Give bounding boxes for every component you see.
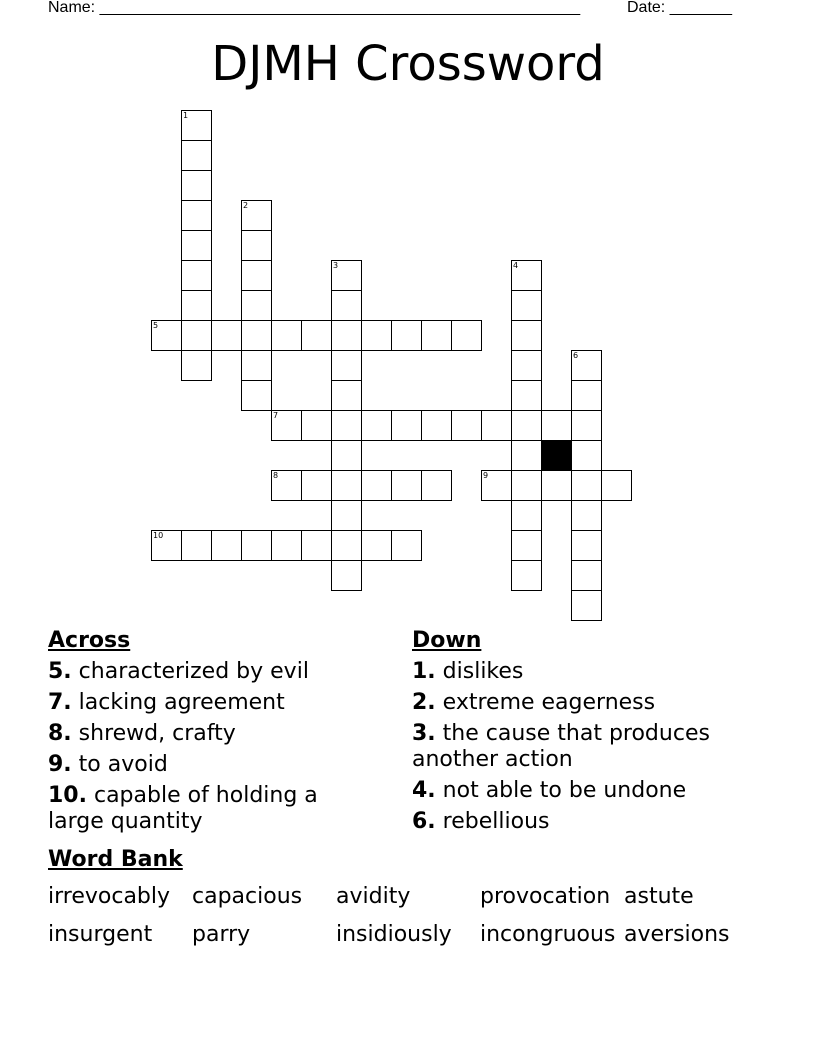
grid-cell[interactable] (451, 410, 482, 441)
grid-cell[interactable] (331, 350, 362, 381)
grid-cell[interactable] (571, 380, 602, 411)
word-bank-item: incongruous (480, 922, 616, 947)
grid-cell[interactable] (511, 440, 542, 471)
clue-number: 8. (48, 721, 72, 746)
grid-cell[interactable] (541, 470, 572, 501)
word-bank-item: irrevocably (48, 884, 171, 909)
grid-cell[interactable] (571, 560, 602, 591)
grid-cell[interactable] (241, 200, 272, 231)
grid-cell[interactable] (511, 350, 542, 381)
grid-cell[interactable] (361, 470, 392, 501)
across-clue (48, 752, 368, 778)
clue-number-label: 3 (333, 261, 339, 270)
grid-cell[interactable] (151, 530, 182, 561)
grid-cell[interactable] (181, 350, 212, 381)
grid-cell[interactable] (571, 410, 602, 441)
grid-cell[interactable] (241, 380, 272, 411)
clue-number-label: 7 (273, 411, 279, 420)
grid-cell[interactable] (151, 320, 182, 351)
word-bank (48, 880, 768, 956)
grid-cell[interactable] (181, 320, 212, 351)
grid-cell[interactable] (181, 290, 212, 321)
clue-number-label: 6 (573, 351, 579, 360)
date-field[interactable]: Date: _______ (627, 0, 732, 16)
word-bank-item: astute (624, 884, 694, 909)
clue-number: 3. (412, 721, 436, 746)
word-bank-heading: Word Bank (48, 847, 183, 872)
grid-cell[interactable] (241, 530, 272, 561)
grid-cell[interactable] (241, 260, 272, 291)
grid-cell[interactable] (391, 470, 422, 501)
grid-cell[interactable] (571, 470, 602, 501)
clue-number: 5. (48, 659, 72, 684)
grid-cell[interactable] (361, 320, 392, 351)
across-clue (48, 659, 368, 685)
grid-cell[interactable] (331, 380, 362, 411)
grid-cell[interactable] (571, 440, 602, 471)
grid-cell[interactable] (391, 530, 422, 561)
grid-cell[interactable] (271, 320, 302, 351)
grid-cell[interactable] (181, 530, 212, 561)
clue-number: 9. (48, 752, 72, 777)
word-bank-item: insidiously (336, 922, 452, 947)
grid-cell[interactable] (181, 260, 212, 291)
grid-cell[interactable] (301, 410, 332, 441)
grid-cell[interactable] (331, 500, 362, 531)
word-bank-item: provocation (480, 884, 611, 909)
down-clues (412, 628, 752, 840)
grid-cell[interactable] (481, 410, 512, 441)
name-date-line (48, 0, 748, 20)
grid-cell[interactable] (271, 530, 302, 561)
grid-cell[interactable] (211, 530, 242, 561)
clue-text: lacking agreement (78, 690, 285, 715)
grid-cell[interactable] (211, 320, 242, 351)
grid-cell[interactable] (511, 290, 542, 321)
grid-cell[interactable] (271, 410, 302, 441)
grid-cell[interactable] (511, 260, 542, 291)
clue-text: capable of holding a large quantity (48, 783, 318, 834)
down-clue (412, 721, 752, 773)
name-field[interactable]: Name: ______________________________________________________ (48, 0, 581, 16)
grid-cell[interactable] (391, 410, 422, 441)
grid-cell[interactable] (301, 530, 332, 561)
grid-cell[interactable] (301, 470, 332, 501)
grid-cell[interactable] (361, 530, 392, 561)
grid-cell[interactable] (571, 590, 602, 621)
across-clues (48, 628, 368, 840)
clue-number-label: 4 (513, 261, 519, 270)
grid-cell[interactable] (181, 230, 212, 261)
clue-text: extreme eagerness (442, 690, 656, 715)
grid-cell[interactable] (391, 320, 422, 351)
grid-cell[interactable] (601, 470, 632, 501)
grid-cell[interactable] (331, 530, 362, 561)
grid-cell[interactable] (241, 290, 272, 321)
clue-number-label: 2 (243, 201, 249, 210)
clue-number: 7. (48, 690, 72, 715)
grid-cell[interactable] (181, 170, 212, 201)
grid-cell[interactable] (301, 320, 332, 351)
clue-text: rebellious (442, 809, 550, 834)
grid-cell[interactable] (451, 320, 482, 351)
grid-cell[interactable] (331, 320, 362, 351)
down-heading: Down (412, 628, 482, 653)
grid-cell[interactable] (511, 410, 542, 441)
clue-number: 10. (48, 783, 87, 808)
clue-text: to avoid (78, 752, 168, 777)
grid-cell[interactable] (181, 110, 212, 141)
clue-text: not able to be undone (442, 778, 687, 803)
grid-cell[interactable] (331, 560, 362, 591)
down-clue (412, 778, 752, 804)
word-bank-item: insurgent (48, 922, 153, 947)
down-clue (412, 690, 752, 716)
down-clue (412, 809, 752, 835)
grid-cell[interactable] (331, 260, 362, 291)
grid-cell[interactable] (421, 320, 452, 351)
page-title: DJMH Crossword (211, 36, 605, 92)
word-bank-item: aversions (624, 922, 730, 947)
grid-cell[interactable] (331, 470, 362, 501)
black-cell (541, 440, 572, 471)
clue-number: 4. (412, 778, 436, 803)
word-bank-item: parry (192, 922, 251, 947)
clue-text: shrewd, crafty (78, 721, 236, 746)
grid-cell[interactable] (421, 410, 452, 441)
clue-number: 1. (412, 659, 436, 684)
grid-cell[interactable] (421, 470, 452, 501)
word-bank-item: capacious (192, 884, 303, 909)
clue-number-label: 5 (153, 321, 159, 330)
grid-cell[interactable] (511, 560, 542, 591)
grid-cell[interactable] (241, 230, 272, 261)
grid-cell[interactable] (511, 320, 542, 351)
grid-cell[interactable] (481, 470, 512, 501)
clue-number: 2. (412, 690, 436, 715)
clue-text: the cause that produces another action (412, 721, 710, 772)
clue-text: dislikes (442, 659, 524, 684)
grid-cell[interactable] (511, 530, 542, 561)
grid-cell[interactable] (331, 410, 362, 441)
clue-text: characterized by evil (78, 659, 309, 684)
grid-cell[interactable] (571, 500, 602, 531)
grid-cell[interactable] (571, 350, 602, 381)
clue-number: 6. (412, 809, 436, 834)
grid-cell[interactable] (571, 530, 602, 561)
across-clue (48, 783, 368, 835)
grid-cell[interactable] (241, 320, 272, 351)
grid-cell[interactable] (511, 470, 542, 501)
grid-cell[interactable] (511, 380, 542, 411)
grid-cell[interactable] (511, 500, 542, 531)
word-bank-item: avidity (336, 884, 411, 909)
grid-cell[interactable] (361, 410, 392, 441)
grid-cell[interactable] (181, 200, 212, 231)
grid-cell[interactable] (181, 140, 212, 171)
across-heading: Across (48, 628, 131, 653)
grid-cell[interactable] (271, 470, 302, 501)
clue-number-label: 1 (183, 111, 189, 120)
clue-number-label: 10 (153, 531, 164, 540)
clue-number-label: 8 (273, 471, 279, 480)
grid-cell[interactable] (241, 350, 272, 381)
grid-cell[interactable] (331, 440, 362, 471)
grid-cell[interactable] (331, 290, 362, 321)
clue-number-label: 9 (483, 471, 489, 480)
across-clue (48, 721, 368, 747)
down-clue (412, 659, 752, 685)
grid-cell[interactable] (541, 410, 572, 441)
across-clue (48, 690, 368, 716)
